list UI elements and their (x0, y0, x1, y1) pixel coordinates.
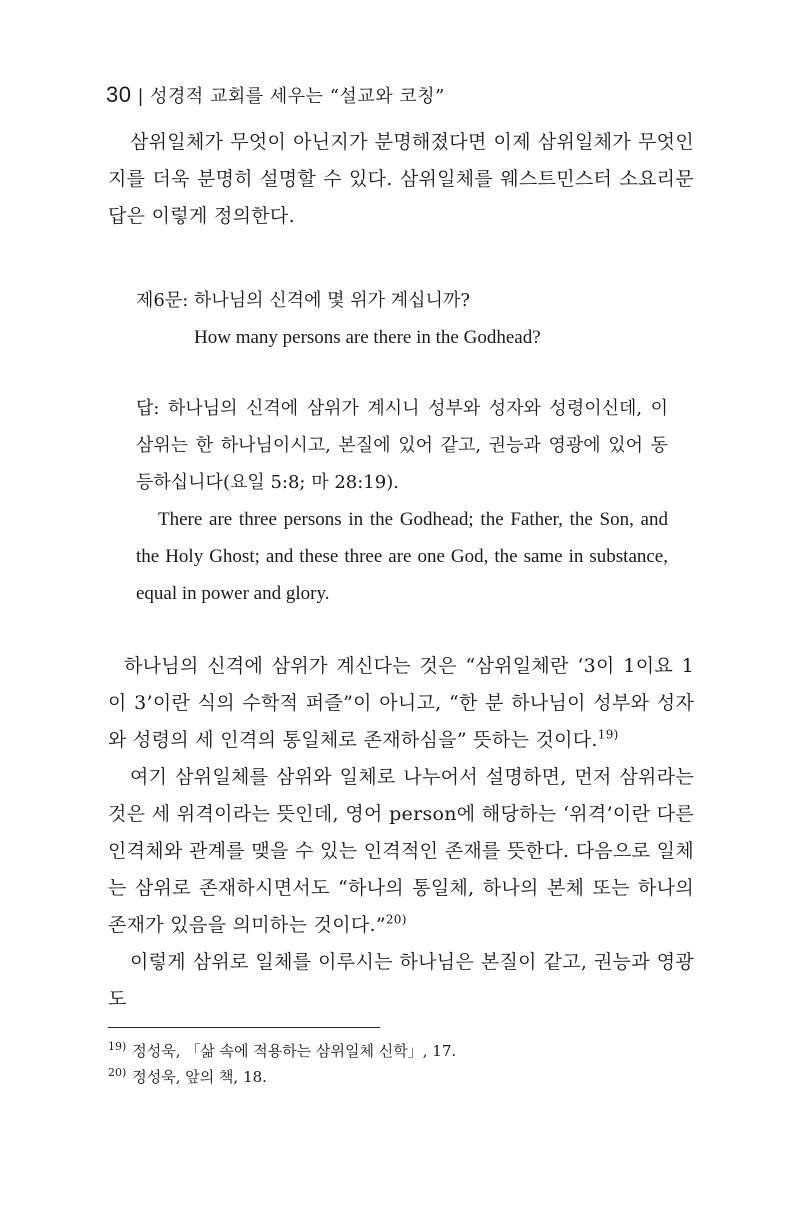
footnote-text: 정성욱, 앞의 책, 18. (132, 1068, 267, 1086)
footnote-number: 19) (108, 1040, 127, 1053)
footnote-text: 정성욱, 「삶 속에 적용하는 삼위일체 신학」, 17. (132, 1042, 457, 1060)
body-paragraph-1 (108, 648, 694, 759)
header-separator: | (137, 86, 145, 107)
book-title: 성경적 교회를 세우는 “설교와 코칭” (150, 86, 445, 107)
running-header (106, 82, 445, 108)
page-number: 30 (106, 82, 132, 107)
body-paragraph-2-text: 여기 삼위일체를 삼위와 일체로 나누어서 설명하면, 먼저 삼위라는 것은 세 위격이라는 뜻인데, 영어 person에 해당하는 ‘위격’이란 다른 인격체와 관계를 맺을 수 있는 인격적인 존재를 뜻한다. 다음으로 일체는 삼위로 존재하시면서도 “하나의 통일체, 하나의 본체 또는 하나의 존재가 있음을 의미하는 것이다.” (108, 766, 694, 936)
footnote-ref-20: 20) (385, 912, 407, 927)
body-paragraph-1-text: 하나님의 신격에 삼위가 계신다는 것은 “삼위일체란 ‘3이 1이요 1이 3’이란 식의 수학적 퍼즐”이 아니고, “한 분 하나님이 성부와 성자와 성령의 세 인격의 통일체로 존재하심을” 뜻하는 것이다. (108, 655, 694, 751)
body-paragraph-3: 이렇게 삼위로 일체를 이루시는 하나님은 본질이 같고, 권능과 영광도 (108, 951, 694, 1010)
footnote-19 (108, 1038, 456, 1064)
catechism-answer-en: There are three persons in the Godhead; the Father, the Son, and the Holy Ghost; and these three are one God, the same in substance, equal in power and glory. (136, 509, 668, 604)
footnote-ref-19: 19) (597, 727, 619, 742)
footnote-number: 20) (108, 1066, 127, 1079)
intro-paragraph: 삼위일체가 무엇이 아닌지가 분명해졌다면 이제 삼위일체가 무엇인지를 더욱 분명히 설명할 수 있다. 삼위일체를 웨스트민스터 소요리문답은 이렇게 정의한다. (108, 131, 694, 227)
footnote-divider (108, 1027, 380, 1028)
catechism-question-ko: 제6문: 하나님의 신격에 몇 위가 계십니까? (136, 290, 470, 311)
footnote-20 (108, 1064, 267, 1090)
catechism-question-en: How many persons are there in the Godhead? (194, 327, 541, 348)
catechism-answer-ko: 답: 하나님의 신격에 삼위가 계시니 성부와 성자와 성령이신데, 이 삼위는 한 하나님이시고, 본질에 있어 같고, 권능과 영광에 있어 동등하십니다(요일 5:8; 마 28:19). (136, 398, 668, 493)
body-paragraph-2 (108, 759, 694, 944)
